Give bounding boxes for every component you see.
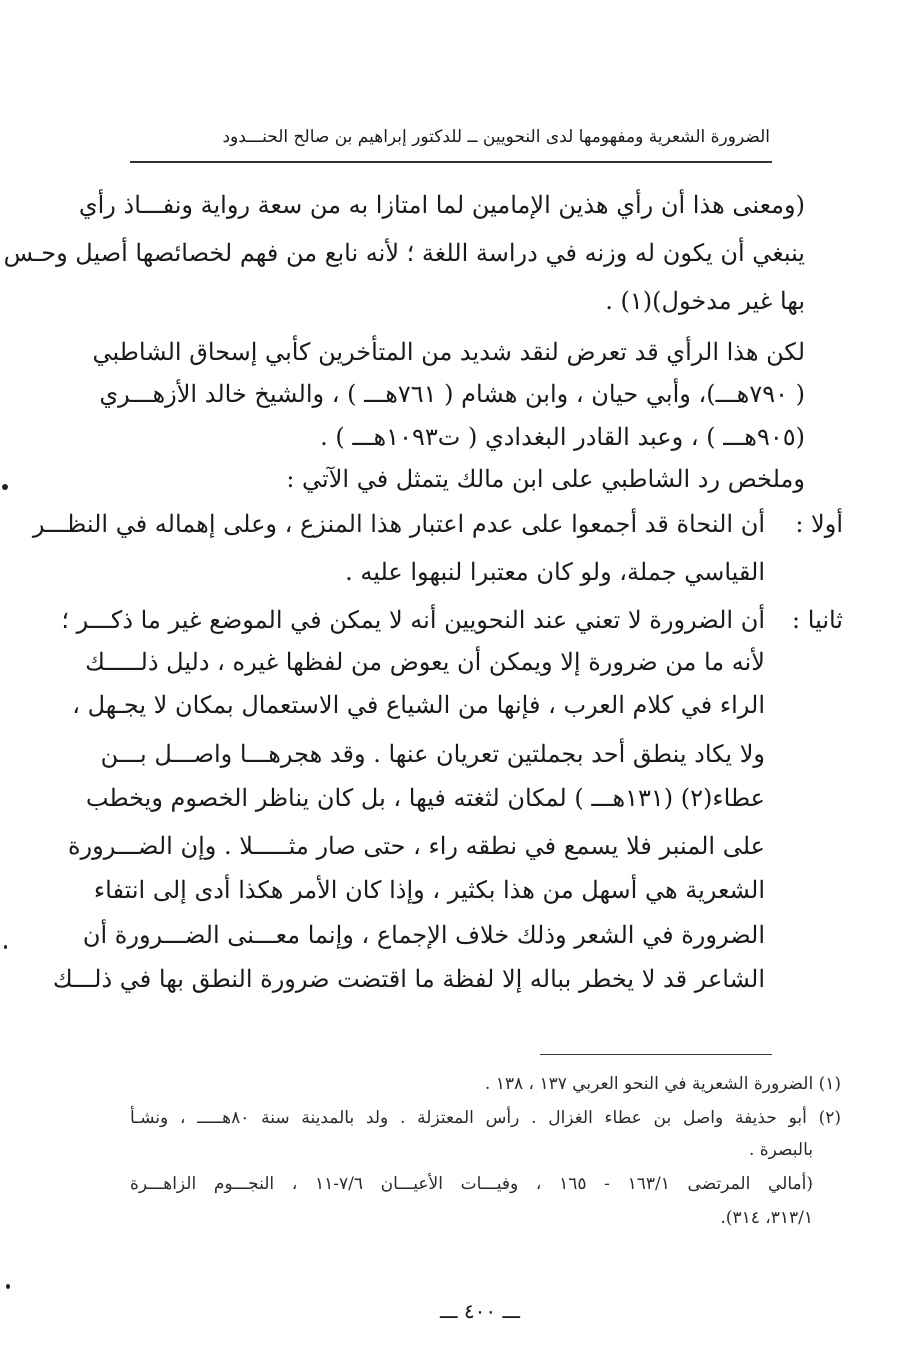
body-line: ( ٧٩٠هـــ)، وأبي حيان ، وابن هشام ( ٧٦١هـــ ) ، والشيخ خالد الأزهـــري <box>99 380 805 408</box>
body-line: على المنبر فلا يسمع في نطقه راء ، حتى صار مثـــــلا . وإن الضـــرورة <box>67 832 765 860</box>
scan-speck <box>6 1284 10 1289</box>
body-line: عطاء(٢) (١٣١هـــ ) لمكان لثغته فيها ، بل كان يناظر الخصوم ويخطب <box>85 784 765 812</box>
body-line: (ومعنى هذا أن رأي هذين الإمامين لما امتازا به من سعة رواية ونفـــاذ رأي <box>78 191 805 219</box>
body-line: الراء في كلام العرب ، فإنها من الشياع في الاستعمال بمكان لا يجـهل ، <box>72 691 765 719</box>
header-divider <box>130 161 772 163</box>
body-line: القياسي جملة، ولو كان معتبرا لنبهوا عليه . <box>345 558 765 586</box>
body-line: لأنه ما من ضرورة إلا ويمكن أن يعوض من لفظها غيره ، دليل ذلـــــك <box>85 648 765 676</box>
footnote-line: (١) الضرورة الشعرية في النحو العربي ١٣٧ ، ١٣٨ . <box>484 1074 841 1094</box>
body-line: الضرورة في الشعر وذلك خلاف الإجماع ، وإنما معـــنى الضـــرورة أن <box>82 921 765 949</box>
list-label-second: ثانيا : <box>792 606 843 634</box>
footnote-line: بالبصرة . <box>748 1140 813 1160</box>
body-line: أن النحاة قد أجمعوا على عدم اعتبار هذا المنزع ، وعلى إهماله في النظـــر <box>32 510 765 538</box>
body-line: ولا يكاد ينطق أحد بجملتين تعريان عنها . وقد هجرهـــا واصـــل بـــن <box>100 740 765 768</box>
body-line: (٩٠٥هـــ ) ، وعبد القادر البغدادي ( ت١٠٩٣هـــ ) . <box>320 423 805 451</box>
footnote-line: ٣١٣/١، ٣١٤). <box>720 1208 813 1228</box>
body-line: بها غير مدخول)(١) . <box>605 287 805 315</box>
body-line: وملخص رد الشاطبي على ابن مالك يتمثل في الآتي : <box>286 465 805 493</box>
scan-speck <box>2 484 8 490</box>
footnote-divider <box>540 1054 772 1055</box>
body-line: أن الضرورة لا تعني عند النحويين أنه لا يمكن في الموضع غير ما ذكـــر ؛ <box>61 606 765 634</box>
body-line: الشعرية هي أسهل من هذا بكثير ، وإذا كان الأمر هكذا أدى إلى انتفاء <box>93 876 765 904</box>
body-line: الشاعر قد لا يخطر بباله إلا لفظة ما اقتضت ضرورة النطق بها في ذلـــك <box>52 965 765 993</box>
body-line: ينبغي أن يكون له وزنه في دراسة اللغة ؛ لأنه نابع من فهم لخصائصها أصيل وحـس <box>3 239 805 267</box>
body-line: لكن هذا الرأي قد تعرض لنقد شديد من المتأخرين كأبي إسحاق الشاطبي <box>92 338 805 366</box>
scan-speck <box>4 945 7 949</box>
footnote-line: (أمالي المرتضى ١٦٣/١ - ١٦٥ ، وفيـــات الأعيـــان ٧/٦-١١ ، النجـــوم الزاهـــرة <box>130 1174 813 1194</box>
running-header: الضرورة الشعرية ومفهومها لدى النحويين ــ للدكتور إبراهيم بن صالح الحنـــدود <box>222 127 770 147</box>
footnote-line: (٢) أبو حذيفة واصل بن عطاء الغزال . رأس المعتزلة . ولد بالمدينة سنة ٨٠هـــــ ، ونشـأ <box>130 1108 841 1128</box>
list-label-first: أولا : <box>795 510 843 538</box>
page-number: ـــ ٤٠٠ ـــ <box>439 1299 521 1323</box>
